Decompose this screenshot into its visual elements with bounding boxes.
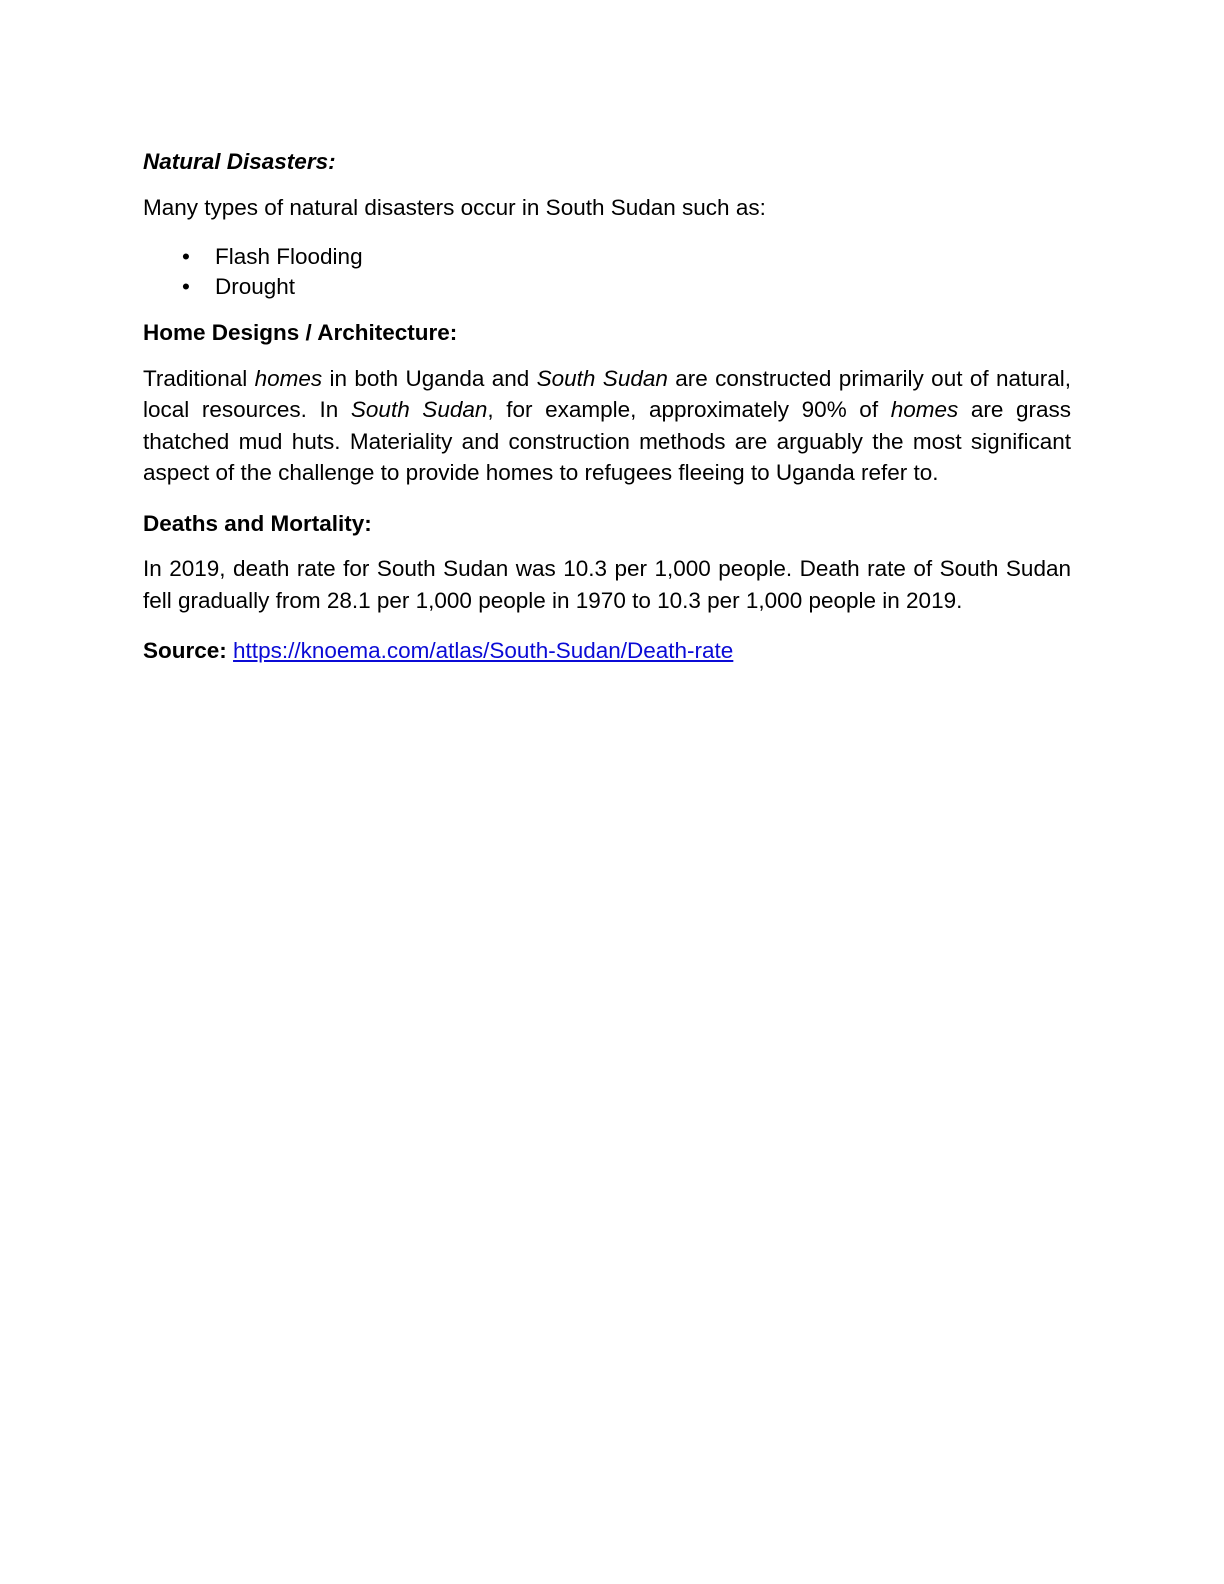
source-line (143, 635, 1071, 667)
paragraph-run-italic: homes (254, 365, 323, 391)
home-designs-paragraph (143, 363, 1071, 489)
paragraph-run: are constructed primarily out of natural, local resources. In (143, 365, 1071, 422)
bullet-icon: • (182, 244, 190, 269)
list-item-drought (182, 272, 1071, 302)
list-item-label: Flash Flooding (215, 244, 363, 269)
heading-natural-disasters: Natural Disasters: (143, 149, 336, 174)
paragraph-run: in both Uganda and (322, 365, 537, 391)
paragraph-run-italic: South Sudan (536, 365, 668, 391)
heading-deaths-mortality: Deaths and Mortality: (143, 510, 372, 536)
paragraph-run: , for example, approximately 90% of (487, 397, 891, 422)
heading-home-designs: Home Designs / Architecture: (143, 320, 458, 345)
paragraph-run: Traditional (143, 365, 255, 391)
source-label: Source: (143, 638, 227, 663)
document-content (0, 0, 1224, 667)
natural-disasters-intro: Many types of natural disasters occur in South Sudan such as: (143, 194, 766, 220)
list-item-label: Drought (215, 274, 296, 299)
disaster-list (143, 242, 1071, 302)
list-item-flash-flooding (182, 242, 1071, 272)
deaths-mortality-paragraph: In 2019, death rate for South Sudan was 10.3 per 1,000 people. Death rate of South Sudan fell gradually from 28.1 per 1,000 people in 1970 to 10.3 per 1,000 people in 2019. (143, 556, 1071, 613)
paragraph-run: are grass thatched mud huts. Materiality and construction methods are arguably the most significant aspect of the challenge to provide homes to refugees fleeing to Uganda refer to. (143, 397, 1071, 485)
paragraph-run-italic: homes (890, 397, 959, 422)
bullet-icon: • (182, 274, 190, 299)
source-link[interactable]: https://knoema.com/atlas/South-Sudan/Death-rate (233, 638, 734, 663)
paragraph-run-italic: South Sudan (350, 397, 488, 422)
